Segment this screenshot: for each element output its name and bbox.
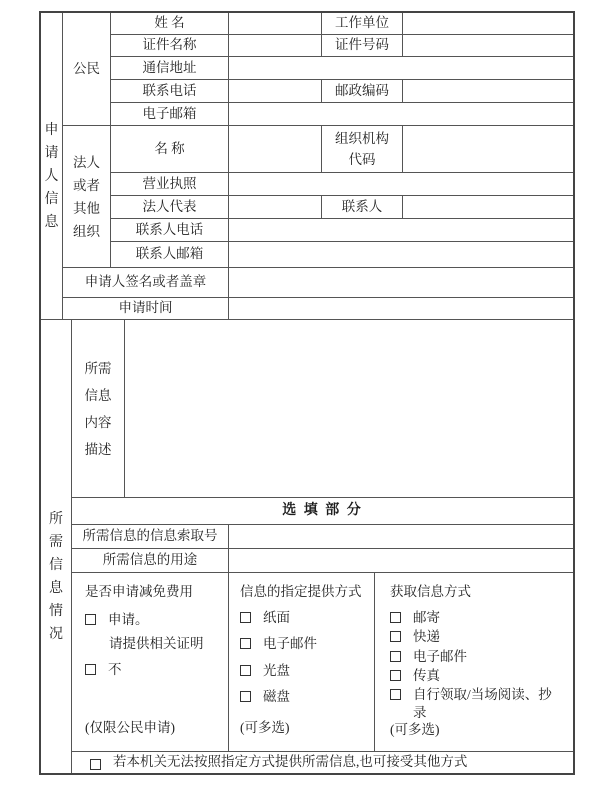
id-number-label-text: 证件号码 xyxy=(335,37,389,53)
id-type-label xyxy=(111,35,229,57)
obtain-option-mail[interactable] xyxy=(390,609,440,627)
name-label-text: 姓 名 xyxy=(154,15,185,31)
provide-option-disk[interactable] xyxy=(240,688,290,706)
index-number-value-cell[interactable] xyxy=(229,525,573,549)
desc-value-cell[interactable] xyxy=(125,320,573,498)
postcode-label xyxy=(322,80,403,103)
legal-rep-label-text: 法人代表 xyxy=(142,198,197,214)
id-number-label xyxy=(322,35,403,57)
other-method-note-text: 若本机关无法按照指定方式提供所需信息,也可接受其他方式 xyxy=(113,754,468,770)
signature-value-cell[interactable] xyxy=(229,268,573,298)
postcode-label-text: 邮政编码 xyxy=(335,82,389,98)
optional-section-header-text: 选 填 部 分 xyxy=(282,502,363,518)
work-unit-value-cell[interactable] xyxy=(403,13,573,35)
address-label-text: 通信地址 xyxy=(142,59,197,75)
checkbox-icon[interactable] xyxy=(390,689,401,700)
checkbox-icon[interactable] xyxy=(390,612,401,623)
desc-label xyxy=(72,320,125,498)
license-value-cell[interactable] xyxy=(229,173,573,196)
legal-org-group-label xyxy=(63,126,111,268)
provide-option-label: 纸面 xyxy=(263,610,290,626)
application-form-table xyxy=(39,11,575,775)
id-type-label-text: 证件名称 xyxy=(142,37,197,53)
checkbox-icon[interactable] xyxy=(390,631,401,642)
section2-side-label xyxy=(41,320,72,773)
fee-waiver-panel xyxy=(72,573,229,752)
contact-email-label-text: 联系人邮箱 xyxy=(135,246,204,262)
phone-label xyxy=(111,80,229,103)
legal-org-label-text: 法人或者其他组织 xyxy=(73,154,100,239)
obtain-option-label: 电子邮件 xyxy=(413,648,467,664)
section1-side-text: 申请人信息 xyxy=(44,122,59,230)
obtain-option-label: 自行领取/当场阅读、抄录 xyxy=(413,687,552,721)
provide-method-title: 信息的指定提供方式 xyxy=(240,584,362,599)
fee-option-no[interactable] xyxy=(85,661,122,679)
work-unit-label xyxy=(322,13,403,35)
obtain-option-label: 邮寄 xyxy=(413,610,440,626)
apply-time-value-cell[interactable] xyxy=(229,298,573,320)
fee-waiver-title: 是否申请减免费用 xyxy=(85,584,193,599)
id-number-value-cell[interactable] xyxy=(403,35,573,57)
purpose-label-text: 所需信息的用途 xyxy=(102,552,198,568)
provide-option-label: 磁盘 xyxy=(263,688,290,704)
legal-rep-value-cell[interactable] xyxy=(229,196,322,219)
org-name-label-text: 名 称 xyxy=(154,140,185,156)
org-name-value-cell[interactable] xyxy=(229,126,322,173)
contact-label-text: 联系人 xyxy=(341,198,383,214)
org-code-label xyxy=(322,126,403,173)
obtain-option-label: 快递 xyxy=(413,629,440,645)
signature-label xyxy=(63,268,229,298)
fee-option-apply-note: 请提供相关证明 xyxy=(109,636,204,652)
address-value-cell[interactable] xyxy=(229,57,573,80)
contact-value-cell[interactable] xyxy=(403,196,573,219)
obtain-method-panel xyxy=(375,573,573,752)
citizen-group-label xyxy=(63,13,111,126)
email-value-cell[interactable] xyxy=(229,103,573,126)
citizen-label-text: 公民 xyxy=(73,60,100,76)
obtain-method-title: 获取信息方式 xyxy=(390,584,471,599)
name-label xyxy=(111,13,229,35)
provide-option-email[interactable] xyxy=(240,635,317,653)
checkbox-icon[interactable] xyxy=(85,664,96,675)
name-value-cell[interactable] xyxy=(229,13,322,35)
email-label-text: 电子邮箱 xyxy=(142,105,197,121)
email-label xyxy=(111,103,229,126)
fee-citizens-only-note: (仅限公民申请) xyxy=(85,719,175,735)
obtain-option-pickup[interactable] xyxy=(390,686,565,722)
checkbox-icon[interactable] xyxy=(85,614,96,625)
postcode-value-cell[interactable] xyxy=(403,80,573,103)
apply-time-label-text: 申请时间 xyxy=(118,300,173,316)
work-unit-label-text: 工作单位 xyxy=(335,15,389,31)
obtain-option-label: 传真 xyxy=(413,667,440,683)
fee-option-no-label: 不 xyxy=(108,661,122,677)
legal-rep-label xyxy=(111,196,229,219)
address-label xyxy=(111,57,229,80)
other-method-note-row xyxy=(72,752,573,773)
signature-label-text: 申请人签名或者盖章 xyxy=(84,274,207,290)
obtain-option-express[interactable] xyxy=(390,628,440,646)
provide-option-paper[interactable] xyxy=(240,609,290,627)
provide-option-label: 光盘 xyxy=(263,662,290,678)
checkbox-icon[interactable] xyxy=(240,638,251,649)
provide-multi-select-note: (可多选) xyxy=(240,719,290,735)
section2-side-text: 所需信息情况 xyxy=(49,511,63,642)
purpose-value-cell[interactable] xyxy=(229,549,573,573)
id-type-value-cell[interactable] xyxy=(229,35,322,57)
org-name-label xyxy=(111,126,229,173)
contact-email-value-cell[interactable] xyxy=(229,242,573,268)
fee-option-apply[interactable] xyxy=(85,611,149,629)
provide-option-label: 电子邮件 xyxy=(263,636,317,652)
contact-phone-value-cell[interactable] xyxy=(229,219,573,242)
fee-option-apply-label: 申请。 xyxy=(108,612,149,628)
contact-label xyxy=(322,196,403,219)
license-label xyxy=(111,173,229,196)
contact-phone-label xyxy=(111,219,229,242)
phone-label-text: 联系电话 xyxy=(142,82,197,98)
checkbox-icon[interactable] xyxy=(240,612,251,623)
org-code-label-text: 组织机构代码 xyxy=(335,131,389,167)
optional-section-header xyxy=(72,498,573,525)
purpose-label xyxy=(72,549,229,573)
desc-label-text: 所需信息内容描述 xyxy=(84,360,112,457)
index-number-label-text: 所需信息的信息索取号 xyxy=(82,528,218,544)
index-number-label xyxy=(72,525,229,549)
obtain-option-fax[interactable] xyxy=(390,667,440,685)
license-label-text: 营业执照 xyxy=(142,175,197,191)
phone-value-cell[interactable] xyxy=(229,80,322,103)
org-code-value-cell[interactable] xyxy=(403,126,573,173)
checkbox-icon[interactable] xyxy=(90,759,101,770)
checkbox-icon[interactable] xyxy=(240,691,251,702)
checkbox-icon[interactable] xyxy=(390,651,401,662)
apply-time-label xyxy=(63,298,229,320)
contact-email-label xyxy=(111,242,229,268)
checkbox-icon[interactable] xyxy=(240,665,251,676)
contact-phone-label-text: 联系人电话 xyxy=(135,221,204,237)
obtain-multi-select-note: (可多选) xyxy=(390,721,440,737)
provide-method-panel xyxy=(229,573,375,752)
obtain-option-email[interactable] xyxy=(390,648,467,666)
provide-option-cd[interactable] xyxy=(240,662,290,680)
section1-side-label xyxy=(41,13,63,320)
checkbox-icon[interactable] xyxy=(390,670,401,681)
